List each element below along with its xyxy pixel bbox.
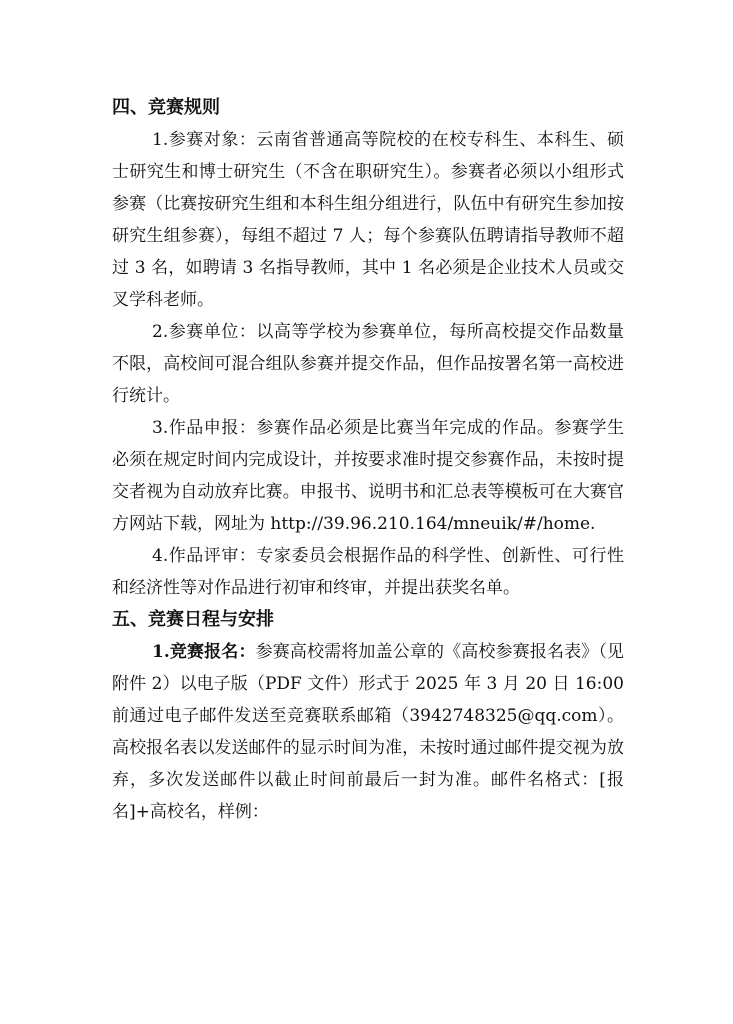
paragraph-lead: 4.作品评审： bbox=[152, 546, 257, 566]
paragraph-participating-units bbox=[112, 316, 624, 412]
paragraph-lead: 2.参赛单位： bbox=[152, 322, 257, 342]
paragraph-text: 云南省普通高等院校的在校专科生、本科生、硕士研究生和博士研究生（不含在职研究生）。参赛者必须以小组形式参赛（比赛按研究生组和本科生组分组进行，队伍中有研究生参加按研究生组参赛），每组不超过 7 人；每个参赛队伍聘请指导教师不超过 3 名，如聘请 3 名指导教师，其中 1 名必须是企业技术人员或交叉学科老师。 bbox=[112, 130, 624, 310]
paragraph-text: 以高等学校为参赛单位，每所高校提交作品数量不限，高校间可混合组队参赛并提交作品，但作品按署名第一高校进行统计。 bbox=[112, 322, 624, 406]
paragraph-lead: 3.作品申报： bbox=[152, 418, 257, 438]
paragraph-lead: 1.参赛对象： bbox=[152, 130, 257, 150]
paragraph-text: 专家委员会根据作品的科学性、创新性、可行性和经济性等对作品进行初审和终审，并提出获奖名单。 bbox=[112, 546, 624, 598]
paragraph-text: 参赛作品必须是比赛当年完成的作品。参赛学生必须在规定时间内完成设计，并按要求准时提交参赛作品，未按时提交者视为自动放弃比赛。申报书、说明书和汇总表等模板可在大赛官方网站下载，网址为 http://39.96.210.164/mneuik/#/home. bbox=[112, 418, 624, 534]
paragraph-text: 参赛高校需将加盖公章的《高校参赛报名表》（见附件 2）以电子版（PDF 文件）形式于 2025 年 3 月 20 日 16:00 前通过电子邮件发送至竞赛联系邮箱（3942748325@qq.com）。高校报名表以发送邮件的显示时间为准，未按时通过邮件提交视为放弃，多次发送邮件以截止时间前最后一封为准。邮件名格式：[报名]+高校名，样例： bbox=[112, 642, 625, 822]
paragraph-lead: 1.竞赛报名： bbox=[152, 642, 256, 662]
section-heading-competition-rules: 四、竞赛规则 bbox=[112, 97, 220, 118]
paragraph-work-review bbox=[112, 540, 624, 604]
paragraph-registration bbox=[112, 636, 624, 828]
paragraph-participants bbox=[112, 124, 624, 316]
paragraph-work-submission bbox=[112, 412, 624, 540]
document-body bbox=[112, 92, 624, 828]
section-heading-schedule: 五、竞赛日程与安排 bbox=[112, 609, 274, 630]
